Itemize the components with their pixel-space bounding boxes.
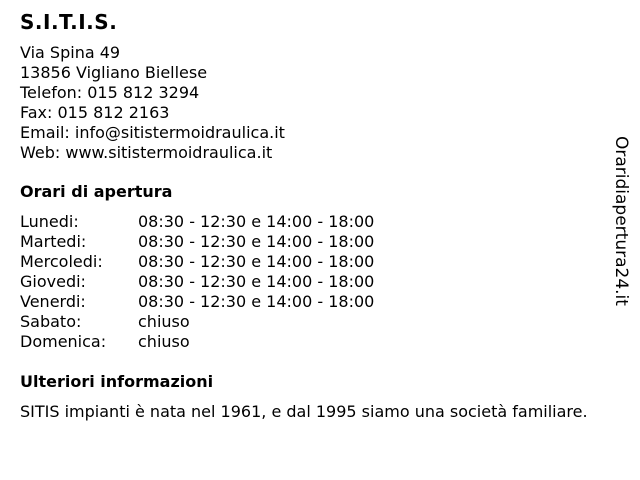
email-line: Email: info@sitistermoidraulica.it xyxy=(20,123,285,142)
more-info-heading: Ulteriori informazioni xyxy=(20,372,214,391)
hours-day: Mercoledi: xyxy=(20,252,103,271)
business-name: S.I.T.I.S. xyxy=(20,10,118,34)
hours-row-tuesday xyxy=(20,232,620,252)
address-city: 13856 Vigliano Biellese xyxy=(20,63,208,82)
hours-row-monday xyxy=(20,212,620,232)
fax-line: Fax: 015 812 2163 xyxy=(20,103,170,122)
opening-hours-heading: Orari di apertura xyxy=(20,182,173,201)
business-card xyxy=(20,10,620,422)
hours-time: 08:30 - 12:30 e 14:00 - 18:00 xyxy=(138,292,375,311)
hours-time: chiuso xyxy=(138,312,190,331)
hours-day: Sabato: xyxy=(20,312,82,331)
hours-row-sunday xyxy=(20,332,620,352)
hours-day: Domenica: xyxy=(20,332,107,351)
opening-hours-table xyxy=(20,212,620,352)
hours-time: 08:30 - 12:30 e 14:00 - 18:00 xyxy=(138,252,375,271)
more-info-text: SITIS impianti è nata nel 1961, e dal 1995 siamo una società familiare. xyxy=(20,402,588,421)
hours-day: Giovedi: xyxy=(20,272,86,291)
hours-row-friday xyxy=(20,292,620,312)
hours-day: Lunedi: xyxy=(20,212,79,231)
watermark-text: Oraridiapertura24.it xyxy=(611,136,631,306)
hours-time: 08:30 - 12:30 e 14:00 - 18:00 xyxy=(138,212,375,231)
hours-day: Martedi: xyxy=(20,232,87,251)
hours-time: 08:30 - 12:30 e 14:00 - 18:00 xyxy=(138,272,375,291)
web-line: Web: www.sitistermoidraulica.it xyxy=(20,143,273,162)
hours-time: chiuso xyxy=(138,332,190,351)
phone-line: Telefon: 015 812 3294 xyxy=(20,83,200,102)
address-street: Via Spina 49 xyxy=(20,43,121,62)
site-watermark xyxy=(610,136,632,316)
hours-time: 08:30 - 12:30 e 14:00 - 18:00 xyxy=(138,232,375,251)
hours-row-thursday xyxy=(20,272,620,292)
hours-row-saturday xyxy=(20,312,620,332)
hours-day: Venerdi: xyxy=(20,292,86,311)
hours-row-wednesday xyxy=(20,252,620,272)
